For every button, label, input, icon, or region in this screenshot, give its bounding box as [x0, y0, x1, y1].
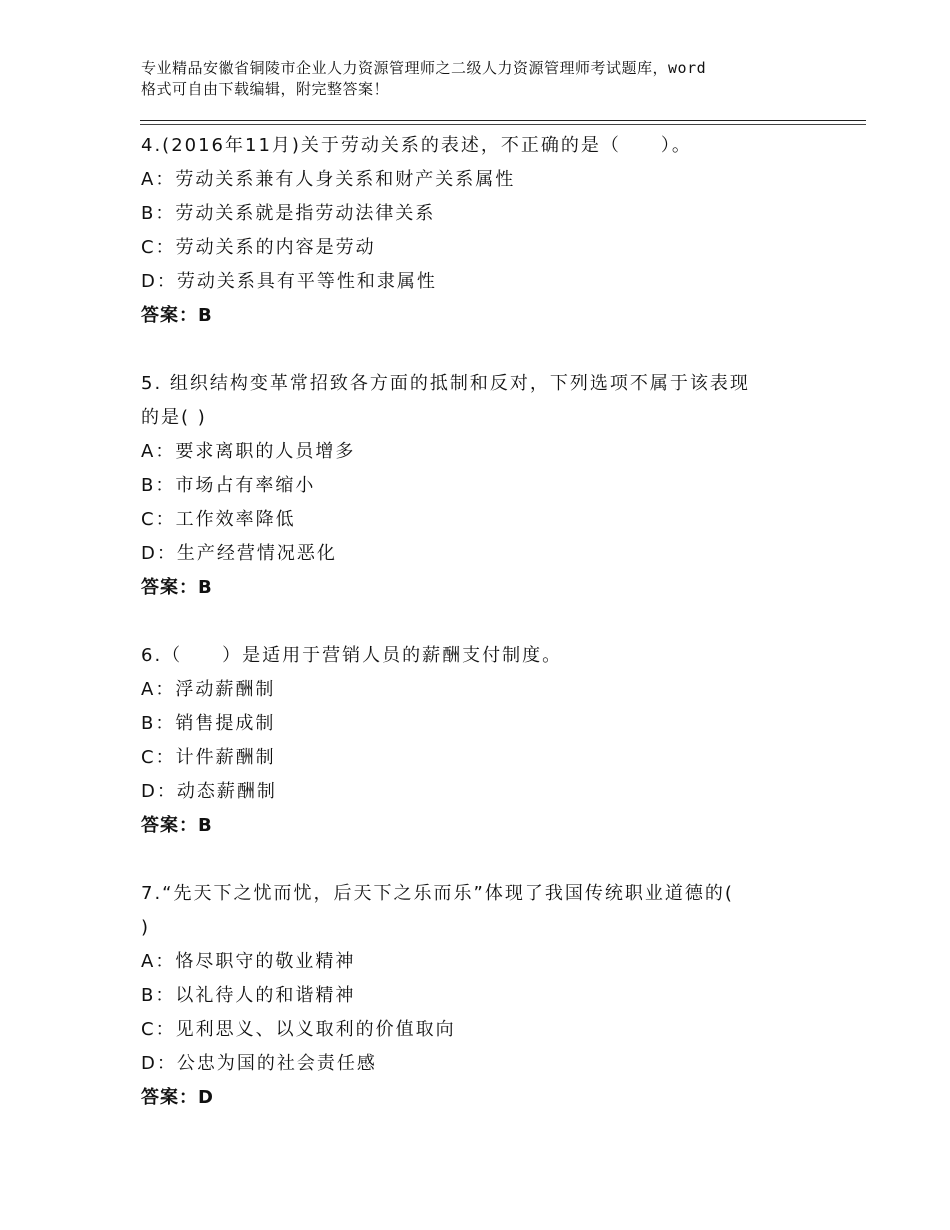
question-5	[141, 367, 811, 605]
header-line-1: 专业精品安徽省铜陵市企业人力资源管理师之二级人力资源管理师考试题库，word	[141, 59, 707, 77]
option-d: D：生产经营情况恶化	[141, 543, 337, 564]
option-c: C：工作效率降低	[141, 509, 296, 530]
header-divider-thin	[140, 124, 866, 125]
question-stem-continued: 的是( )	[141, 407, 207, 428]
option-b: B：销售提成制	[141, 713, 276, 734]
question-list	[141, 129, 811, 1149]
answer-label: 答案：B	[141, 305, 213, 326]
answer-label: 答案：B	[141, 577, 213, 598]
option-d: D：公忠为国的社会责任感	[141, 1053, 377, 1074]
option-d: D：劳动关系具有平等性和隶属性	[141, 271, 437, 292]
option-a: A：要求离职的人员增多	[141, 441, 356, 462]
question-stem: 7.“先天下之忧而忧，后天下之乐而乐”体现了我国传统职业道德的(	[141, 883, 734, 904]
question-stem-continued: )	[141, 917, 151, 938]
document-header	[141, 58, 821, 100]
question-stem: 6.（ ）是适用于营销人员的薪酬支付制度。	[141, 645, 563, 666]
question-stem: 5. 组织结构变革常招致各方面的抵制和反对，下列选项不属于该表现	[141, 373, 750, 394]
option-a: A：劳动关系兼有人身关系和财产关系属性	[141, 169, 516, 190]
question-7	[141, 877, 811, 1115]
answer-label: 答案：B	[141, 815, 213, 836]
option-b: B：劳动关系就是指劳动法律关系	[141, 203, 436, 224]
option-a: A：恪尽职守的敬业精神	[141, 951, 356, 972]
option-b: B：以礼待人的和谐精神	[141, 985, 356, 1006]
question-6	[141, 639, 811, 843]
answer-label: 答案：D	[141, 1087, 214, 1108]
option-c: C：计件薪酬制	[141, 747, 276, 768]
option-a: A：浮动薪酬制	[141, 679, 276, 700]
option-c: C：劳动关系的内容是劳动	[141, 237, 376, 258]
option-c: C：见利思义、以义取利的价值取向	[141, 1019, 456, 1040]
header-line-2: 格式可自由下载编辑，附完整答案！	[141, 80, 390, 98]
question-4	[141, 129, 811, 333]
header-divider-thick	[140, 120, 866, 121]
question-stem: 4.(2016年11月)关于劳动关系的表述，不正确的是（ ）。	[141, 135, 692, 156]
option-d: D：动态薪酬制	[141, 781, 277, 802]
option-b: B：市场占有率缩小	[141, 475, 316, 496]
